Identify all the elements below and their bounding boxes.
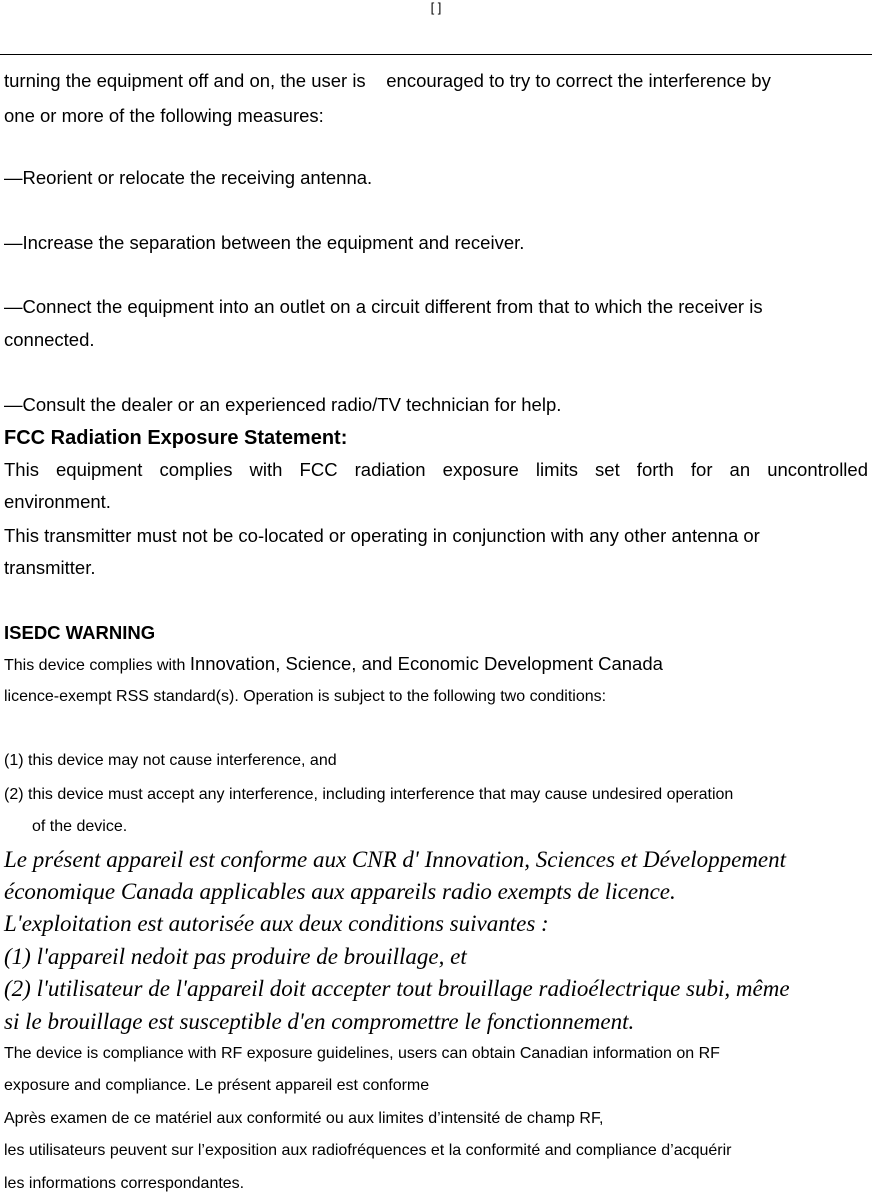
- measure-consult: —Consult the dealer or an experienced radio/TV technician for help.: [4, 394, 562, 415]
- rf-line-3: Après examen de ce matériel aux conformité ou aux limites d’intensité de champ RF,: [4, 1110, 604, 1127]
- measure-outlet-cont: connected.: [4, 329, 95, 350]
- french-line-3: L'exploitation est autorisée aux deux conditions suivantes :: [4, 911, 549, 936]
- isedc-line1: [4, 654, 663, 676]
- measure-outlet: —Connect the equipment into an outlet on a circuit different from that to which the receiver is: [4, 296, 763, 317]
- isedc-line2: licence-exempt RSS standard(s). Operation is subject to the following two conditions:: [4, 688, 607, 705]
- french-line-5: (2) l'utilisateur de l'appareil doit accepter tout brouillage radioélectrique subi, même: [4, 976, 790, 1001]
- fcc-p2-line2: transmitter.: [4, 557, 96, 578]
- intro-line-1: turning the equipment off and on, the user is encouraged to try to correct the interference by: [4, 70, 771, 91]
- measure-reorient: —Reorient or relocate the receiving antenna.: [4, 167, 373, 188]
- isedc-condition-2-cont: of the device.: [32, 818, 128, 835]
- fcc-p1-line2: environment.: [4, 491, 111, 512]
- intro-line-2: one or more of the following measures:: [4, 105, 324, 126]
- isedc-line1-small: This device complies with: [4, 657, 190, 674]
- fcc-heading: FCC Radiation Exposure Statement:: [4, 427, 348, 449]
- rf-line-5: les informations correspondantes.: [4, 1175, 245, 1192]
- french-line-2: économique Canada applicables aux appareils radio exempts de licence.: [4, 879, 676, 904]
- measure-separation: —Increase the separation between the equipment and receiver.: [4, 232, 525, 253]
- rf-line-1: The device is compliance with RF exposure guidelines, users can obtain Canadian information on RF: [4, 1045, 720, 1062]
- fcc-p1-line1: This equipment complies with FCC radiation exposure limits set forth for an uncontrolled: [4, 459, 868, 480]
- french-line-1: Le présent appareil est conforme aux CNR d' Innovation, Sciences et Développement: [4, 847, 787, 872]
- isedc-heading: ISEDC WARNING: [4, 622, 156, 643]
- french-line-6: si le brouillage est susceptible d'en compromettre le fonctionnement.: [4, 1009, 635, 1034]
- isedc-condition-1: (1) this device may not cause interference, and: [4, 752, 337, 769]
- french-line-4: (1) l'appareil nedoit pas produire de brouillage, et: [4, 944, 467, 969]
- page-header: [ ]: [430, 0, 442, 15]
- rf-line-2: exposure and compliance. Le présent appareil est conforme: [4, 1077, 430, 1094]
- fcc-p2-line1: This transmitter must not be co-located or operating in conjunction with any other antenna or: [4, 525, 760, 546]
- rf-line-4: les utilisateurs peuvent sur l’exposition aux radiofréquences et la conformité and compliance d’acquérir: [4, 1142, 732, 1159]
- header-divider: [0, 54, 872, 55]
- isedc-line1-large: Innovation, Science, and Economic Development Canada: [189, 653, 663, 674]
- isedc-condition-2: (2) this device must accept any interference, including interference that may cause undesired operation: [4, 786, 734, 803]
